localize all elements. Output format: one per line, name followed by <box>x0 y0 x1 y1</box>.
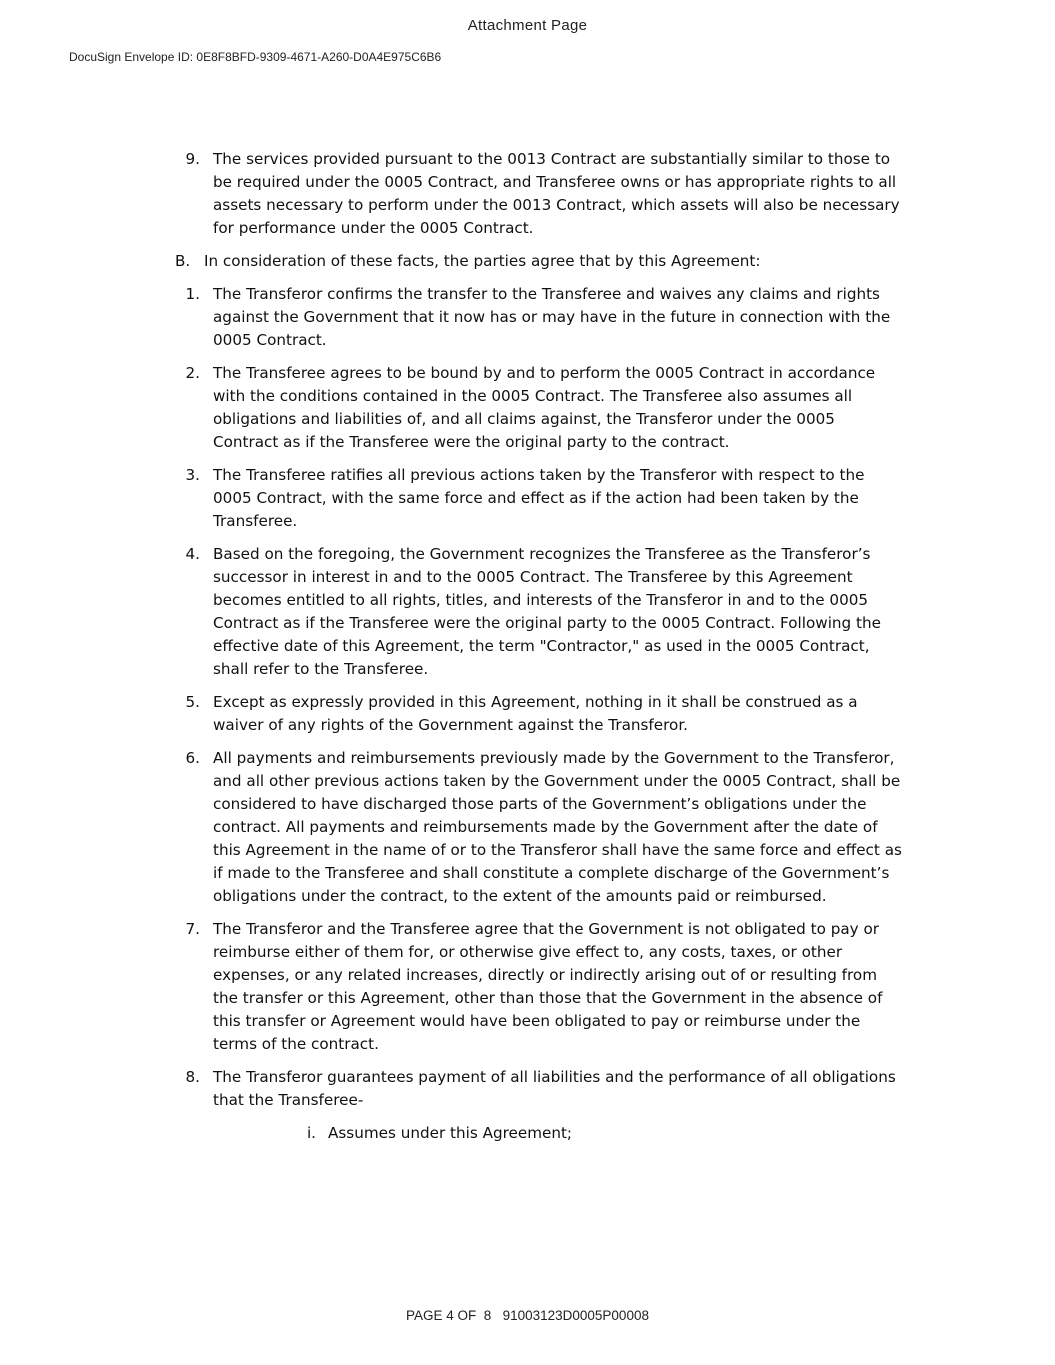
clause-number: 4. <box>185 545 200 563</box>
document-number: 91003123D0005P00008 <box>502 1308 649 1323</box>
clause-text: All payments and reimbursements previously made by the Government to the Transferor, and all other previous actions taken by the Government under the 0005 Contract, shall be considered to have discharged those parts of the Government’s obligations under the contract. All payments and reimbursements made by the Government after the date of this Agreement in the name of or to the Transferor shall have the same force and effect as if made to the Transferee and shall constitute a complete discharge of the Government’s obligations under the contract, to the extent of the amounts paid or reimbursed. <box>213 749 902 905</box>
clause-b-8 <box>0 1066 903 1112</box>
attachment-page-title: Attachment Page <box>467 17 588 34</box>
section-b <box>0 250 904 273</box>
clause-text: The Transferee agrees to be bound by and to perform the 0005 Contract in accordance with the conditions contained in the 0005 Contract. The Transferee also assumes all obligations and liabilities of, and all claims against, the Transferor under the 0005 Contract as if the Transferee were the original party to the contract. <box>213 364 876 451</box>
page-number: PAGE 4 OF 8 <box>406 1308 492 1323</box>
clause-number: 5. <box>185 693 200 711</box>
clause-text: Based on the foregoing, the Government recognizes the Transferee as the Transferor’s successor in interest in and to the 0005 Contract. The Transferee by this Agreement becomes entitled to all rights, titles, and interests of the Transferor in and to the 0005 Contract as if the Transferee were the original party to the 0005 Contract. Following the effective date of this Agreement, the term "Contractor," as used in the 0005 Contract, shall refer to the Transferee. <box>213 545 881 678</box>
subclause-text: Assumes under this Agreement; <box>328 1124 573 1142</box>
clause-number: 2. <box>185 364 200 382</box>
clause-number: 9. <box>185 150 200 168</box>
clause-a-9 <box>0 148 903 240</box>
clause-text: The Transferee ratifies all previous actions taken by the Transferor with respect to the 0005 Contract, with the same force and effect as if the action had been taken by the Transferee. <box>213 466 865 530</box>
clause-b-2 <box>0 362 903 454</box>
clause-b-5 <box>0 691 903 737</box>
clause-b-7 <box>0 918 903 1056</box>
subclause-i <box>0 1122 908 1145</box>
clause-b-1 <box>0 283 903 352</box>
clause-text: Except as expressly provided in this Agreement, nothing in it shall be construed as a waiver of any rights of the Government against the Transferor. <box>213 693 858 734</box>
clause-number: 8. <box>185 1068 200 1086</box>
clause-number: 6. <box>185 749 200 767</box>
subclause-number: i. <box>306 1124 316 1142</box>
clause-text: The Transferor guarantees payment of all liabilities and the performance of all obligations that the Transferee- <box>213 1068 896 1109</box>
document-body <box>0 148 1055 1155</box>
section-letter: B. <box>175 252 191 270</box>
clause-number: 7. <box>185 920 200 938</box>
clause-b-3 <box>0 464 903 533</box>
page-footer <box>0 1308 1055 1323</box>
docusign-envelope-id: DocuSign Envelope ID: 0E8F8BFD-9309-4671-A260-D0A4E975C6B6 <box>69 50 442 64</box>
clause-b-6 <box>0 747 903 908</box>
clause-text: The services provided pursuant to the 0013 Contract are substantially similar to those to be required under the 0005 Contract, and Transferee owns or has appropriate rights to all assets necessary to perform under the 0013 Contract, which assets will also be necessary for performance under the 0005 Contract. <box>213 150 900 237</box>
clause-text: The Transferor and the Transferee agree that the Government is not obligated to pay or reimburse either of them for, or otherwise give effect to, any costs, taxes, or other expenses, or any related increases, directly or indirectly arising out of or resulting from the transfer or this Agreement, other than those that the Government in the absence of this transfer or Agreement would have been obligated to pay or reimburse under the terms of the contract. <box>213 920 883 1053</box>
clause-text: The Transferor confirms the transfer to the Transferee and waives any claims and rights against the Government that it now has or may have in the future in connection with the 0005 Contract. <box>213 285 891 349</box>
clause-number: 1. <box>185 285 200 303</box>
clause-b-4 <box>0 543 903 681</box>
section-text: In consideration of these facts, the parties agree that by this Agreement: <box>204 252 761 270</box>
clause-number: 3. <box>185 466 200 484</box>
